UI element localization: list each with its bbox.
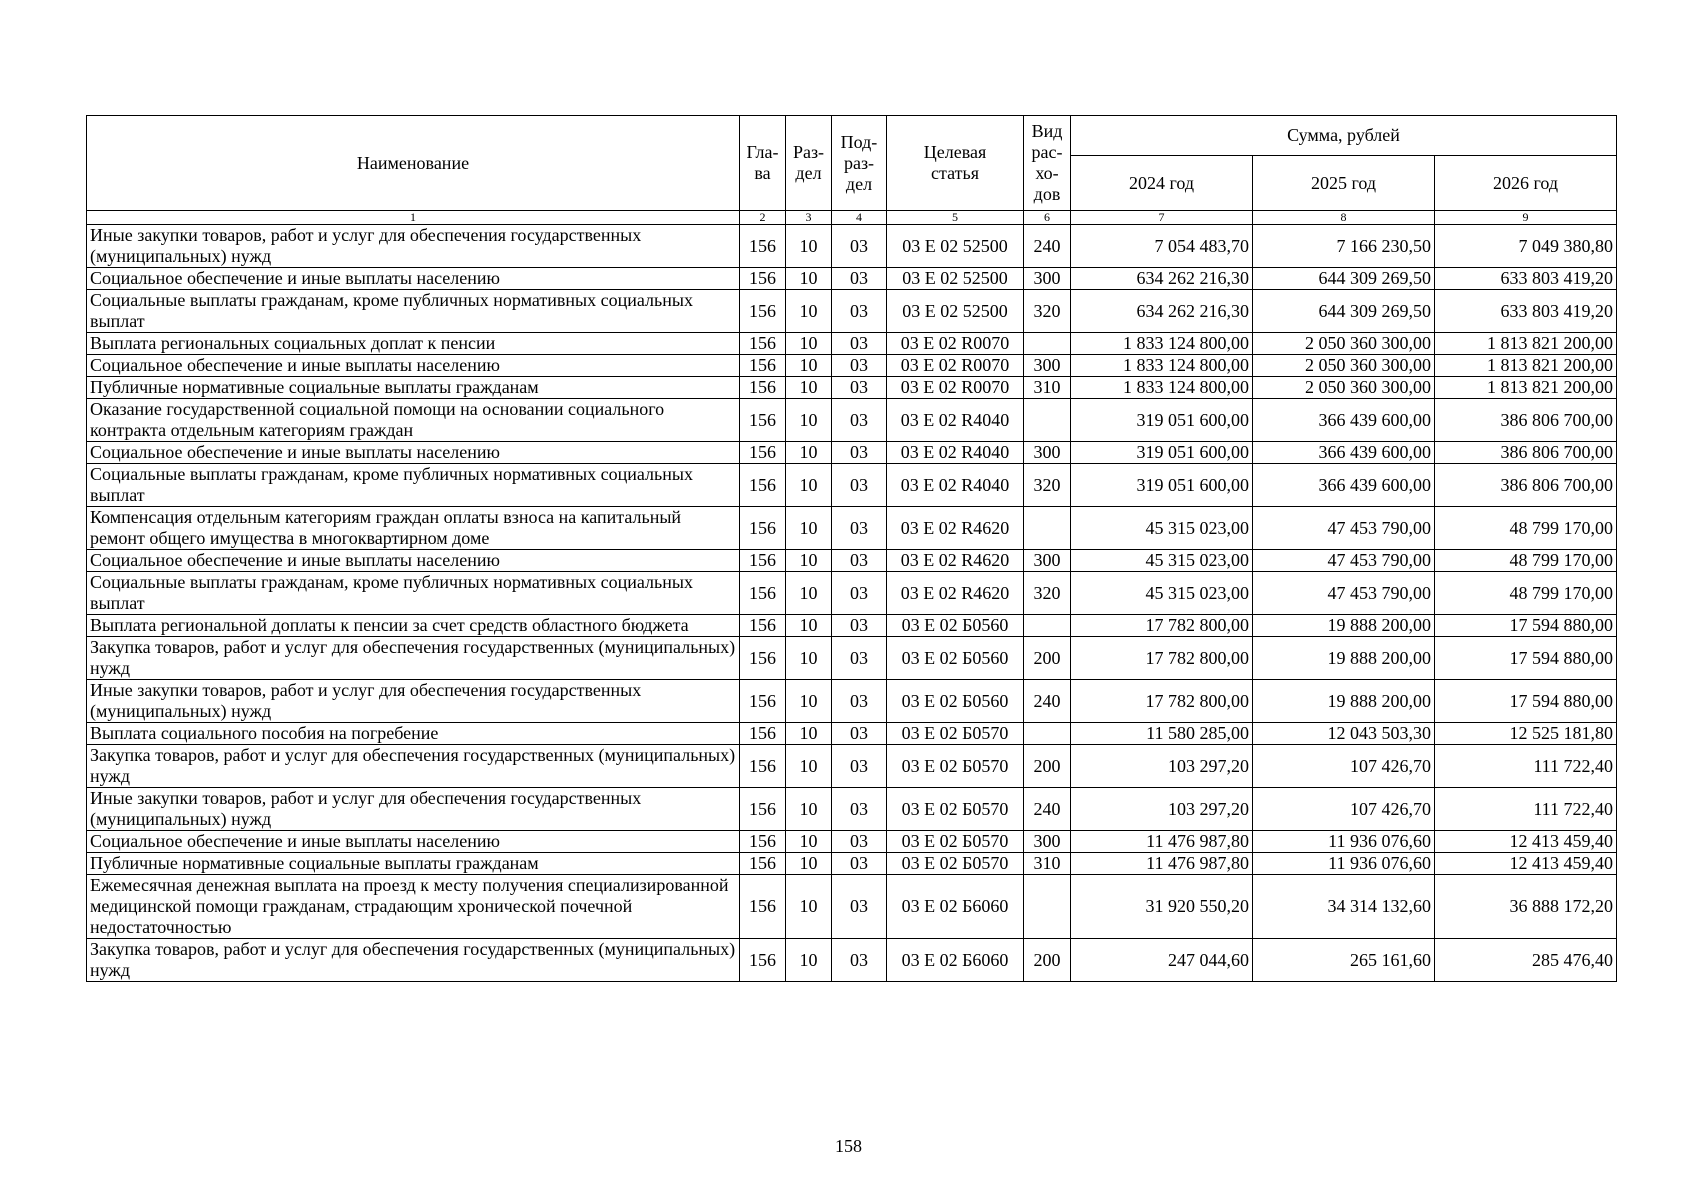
row-subsection: 03 <box>832 853 887 875</box>
row-sum-2024: 319 051 600,00 <box>1071 464 1253 507</box>
row-sum-2024: 1 833 124 800,00 <box>1071 333 1253 355</box>
row-expense-type: 310 <box>1024 377 1071 399</box>
row-expense-type: 240 <box>1024 680 1071 723</box>
row-chapter: 156 <box>740 290 786 333</box>
row-expense-type: 310 <box>1024 853 1071 875</box>
row-sum-2026: 633 803 419,20 <box>1435 290 1617 333</box>
row-name: Иные закупки товаров, работ и услуг для обеспечения государственных (муниципальных) нужд <box>87 680 740 723</box>
row-sum-2024: 634 262 216,30 <box>1071 268 1253 290</box>
row-chapter: 156 <box>740 745 786 788</box>
row-chapter: 156 <box>740 225 786 268</box>
row-sum-2025: 11 936 076,60 <box>1253 853 1435 875</box>
row-chapter: 156 <box>740 442 786 464</box>
row-sum-2025: 644 309 269,50 <box>1253 290 1435 333</box>
table-body <box>87 225 1617 982</box>
row-name: Социальное обеспечение и иные выплаты населению <box>87 268 740 290</box>
row-target-article: 03 Е 02 R4620 <box>887 572 1024 615</box>
budget-table <box>86 115 1617 982</box>
row-section: 10 <box>786 572 832 615</box>
row-name: Выплата региональной доплаты к пенсии за счет средств областного бюджета <box>87 615 740 637</box>
header-target-article: Целевая статья <box>887 116 1024 211</box>
row-name: Закупка товаров, работ и услуг для обеспечения государственных (муниципальных) нужд <box>87 637 740 680</box>
row-subsection: 03 <box>832 507 887 550</box>
row-section: 10 <box>786 225 832 268</box>
row-expense-type <box>1024 399 1071 442</box>
row-name: Иные закупки товаров, работ и услуг для обеспечения государственных (муниципальных) нужд <box>87 788 740 831</box>
table-row <box>87 680 1617 723</box>
row-expense-type <box>1024 507 1071 550</box>
row-sum-2024: 17 782 800,00 <box>1071 680 1253 723</box>
header-subsection: Под- раз- дел <box>832 116 887 211</box>
row-sum-2025: 19 888 200,00 <box>1253 637 1435 680</box>
row-sum-2026: 17 594 880,00 <box>1435 615 1617 637</box>
row-sum-2025: 12 043 503,30 <box>1253 723 1435 745</box>
row-chapter: 156 <box>740 377 786 399</box>
row-sum-2024: 17 782 800,00 <box>1071 637 1253 680</box>
row-sum-2025: 644 309 269,50 <box>1253 268 1435 290</box>
row-section: 10 <box>786 507 832 550</box>
row-target-article: 03 Е 02 52500 <box>887 225 1024 268</box>
row-sum-2025: 366 439 600,00 <box>1253 442 1435 464</box>
row-target-article: 03 Е 02 Б0560 <box>887 680 1024 723</box>
row-expense-type: 200 <box>1024 939 1071 982</box>
row-target-article: 03 Е 02 Б0570 <box>887 723 1024 745</box>
row-sum-2024: 17 782 800,00 <box>1071 615 1253 637</box>
row-section: 10 <box>786 745 832 788</box>
row-sum-2024: 103 297,20 <box>1071 745 1253 788</box>
row-sum-2024: 247 044,60 <box>1071 939 1253 982</box>
column-number: 9 <box>1435 211 1617 225</box>
row-target-article: 03 Е 02 R4040 <box>887 442 1024 464</box>
row-subsection: 03 <box>832 333 887 355</box>
row-target-article: 03 Е 02 R4620 <box>887 507 1024 550</box>
row-expense-type: 300 <box>1024 442 1071 464</box>
row-chapter: 156 <box>740 723 786 745</box>
row-name: Социальные выплаты гражданам, кроме публичных нормативных социальных выплат <box>87 464 740 507</box>
row-chapter: 156 <box>740 831 786 853</box>
row-sum-2026: 386 806 700,00 <box>1435 464 1617 507</box>
table-row <box>87 225 1617 268</box>
row-chapter: 156 <box>740 507 786 550</box>
row-expense-type <box>1024 875 1071 939</box>
row-sum-2024: 45 315 023,00 <box>1071 550 1253 572</box>
row-target-article: 03 Е 02 Б0570 <box>887 853 1024 875</box>
row-chapter: 156 <box>740 875 786 939</box>
row-target-article: 03 Е 02 R0070 <box>887 333 1024 355</box>
header-name: Наименование <box>87 116 740 211</box>
table-row <box>87 615 1617 637</box>
row-expense-type: 320 <box>1024 572 1071 615</box>
row-sum-2025: 19 888 200,00 <box>1253 615 1435 637</box>
row-sum-2024: 103 297,20 <box>1071 788 1253 831</box>
row-section: 10 <box>786 399 832 442</box>
column-number: 6 <box>1024 211 1071 225</box>
row-sum-2026: 1 813 821 200,00 <box>1435 333 1617 355</box>
column-number: 8 <box>1253 211 1435 225</box>
row-subsection: 03 <box>832 442 887 464</box>
column-number-row <box>87 211 1617 225</box>
row-sum-2024: 1 833 124 800,00 <box>1071 355 1253 377</box>
row-sum-2025: 11 936 076,60 <box>1253 831 1435 853</box>
row-sum-2026: 48 799 170,00 <box>1435 572 1617 615</box>
row-name: Социальное обеспечение и иные выплаты населению <box>87 550 740 572</box>
header-chapter: Гла- ва <box>740 116 786 211</box>
row-section: 10 <box>786 290 832 333</box>
header-section: Раз- дел <box>786 116 832 211</box>
table-row <box>87 875 1617 939</box>
row-target-article: 03 Е 02 R0070 <box>887 355 1024 377</box>
row-section: 10 <box>786 875 832 939</box>
row-name: Оказание государственной социальной помощи на основании социального контракта отдельным категориям граждан <box>87 399 740 442</box>
row-name: Закупка товаров, работ и услуг для обеспечения государственных (муниципальных) нужд <box>87 939 740 982</box>
table-row <box>87 572 1617 615</box>
row-subsection: 03 <box>832 939 887 982</box>
row-sum-2025: 107 426,70 <box>1253 788 1435 831</box>
row-sum-2025: 2 050 360 300,00 <box>1253 355 1435 377</box>
row-sum-2025: 2 050 360 300,00 <box>1253 377 1435 399</box>
row-chapter: 156 <box>740 355 786 377</box>
header-sum: Сумма, рублей <box>1071 116 1617 156</box>
row-sum-2025: 366 439 600,00 <box>1253 399 1435 442</box>
table-row <box>87 831 1617 853</box>
table-row <box>87 939 1617 982</box>
table-header <box>87 116 1617 225</box>
row-subsection: 03 <box>832 788 887 831</box>
row-sum-2026: 12 413 459,40 <box>1435 853 1617 875</box>
row-sum-2024: 319 051 600,00 <box>1071 442 1253 464</box>
row-sum-2024: 1 833 124 800,00 <box>1071 377 1253 399</box>
row-target-article: 03 Е 02 R0070 <box>887 377 1024 399</box>
row-subsection: 03 <box>832 550 887 572</box>
row-target-article: 03 Е 02 R4040 <box>887 399 1024 442</box>
table-row <box>87 788 1617 831</box>
table-row <box>87 442 1617 464</box>
row-section: 10 <box>786 268 832 290</box>
row-sum-2026: 36 888 172,20 <box>1435 875 1617 939</box>
row-subsection: 03 <box>832 572 887 615</box>
row-name: Закупка товаров, работ и услуг для обеспечения государственных (муниципальных) нужд <box>87 745 740 788</box>
row-chapter: 156 <box>740 637 786 680</box>
row-section: 10 <box>786 831 832 853</box>
table-row <box>87 290 1617 333</box>
row-subsection: 03 <box>832 723 887 745</box>
row-target-article: 03 Е 02 Б6060 <box>887 875 1024 939</box>
row-chapter: 156 <box>740 939 786 982</box>
row-sum-2024: 45 315 023,00 <box>1071 572 1253 615</box>
table-row <box>87 355 1617 377</box>
row-target-article: 03 Е 02 Б6060 <box>887 939 1024 982</box>
row-sum-2025: 2 050 360 300,00 <box>1253 333 1435 355</box>
row-section: 10 <box>786 615 832 637</box>
row-chapter: 156 <box>740 615 786 637</box>
row-sum-2025: 47 453 790,00 <box>1253 572 1435 615</box>
row-expense-type: 300 <box>1024 355 1071 377</box>
row-target-article: 03 Е 02 Б0570 <box>887 788 1024 831</box>
row-name: Социальное обеспечение и иные выплаты населению <box>87 355 740 377</box>
row-subsection: 03 <box>832 399 887 442</box>
row-sum-2025: 107 426,70 <box>1253 745 1435 788</box>
row-section: 10 <box>786 680 832 723</box>
row-sum-2025: 47 453 790,00 <box>1253 550 1435 572</box>
row-sum-2026: 7 049 380,80 <box>1435 225 1617 268</box>
row-sum-2026: 17 594 880,00 <box>1435 637 1617 680</box>
row-target-article: 03 Е 02 52500 <box>887 268 1024 290</box>
row-expense-type: 240 <box>1024 225 1071 268</box>
row-sum-2026: 111 722,40 <box>1435 788 1617 831</box>
table-row <box>87 399 1617 442</box>
row-subsection: 03 <box>832 637 887 680</box>
row-name: Социальные выплаты гражданам, кроме публичных нормативных социальных выплат <box>87 572 740 615</box>
row-expense-type: 300 <box>1024 550 1071 572</box>
row-subsection: 03 <box>832 680 887 723</box>
row-sum-2025: 366 439 600,00 <box>1253 464 1435 507</box>
row-sum-2025: 47 453 790,00 <box>1253 507 1435 550</box>
row-name: Публичные нормативные социальные выплаты гражданам <box>87 377 740 399</box>
table-row <box>87 853 1617 875</box>
row-name: Социальное обеспечение и иные выплаты населению <box>87 442 740 464</box>
row-section: 10 <box>786 637 832 680</box>
table-row <box>87 333 1617 355</box>
row-section: 10 <box>786 550 832 572</box>
row-subsection: 03 <box>832 745 887 788</box>
page-number: 158 <box>835 1136 862 1156</box>
table-row <box>87 637 1617 680</box>
row-expense-type <box>1024 333 1071 355</box>
row-sum-2025: 19 888 200,00 <box>1253 680 1435 723</box>
row-sum-2026: 386 806 700,00 <box>1435 442 1617 464</box>
row-subsection: 03 <box>832 615 887 637</box>
row-section: 10 <box>786 788 832 831</box>
row-sum-2024: 319 051 600,00 <box>1071 399 1253 442</box>
row-chapter: 156 <box>740 788 786 831</box>
row-chapter: 156 <box>740 399 786 442</box>
row-sum-2026: 12 525 181,80 <box>1435 723 1617 745</box>
row-sum-2026: 285 476,40 <box>1435 939 1617 982</box>
row-section: 10 <box>786 939 832 982</box>
row-chapter: 156 <box>740 680 786 723</box>
row-expense-type: 320 <box>1024 290 1071 333</box>
row-subsection: 03 <box>832 355 887 377</box>
column-number: 5 <box>887 211 1024 225</box>
column-number: 7 <box>1071 211 1253 225</box>
row-name: Социальное обеспечение и иные выплаты населению <box>87 831 740 853</box>
row-subsection: 03 <box>832 290 887 333</box>
table-row <box>87 507 1617 550</box>
row-expense-type <box>1024 723 1071 745</box>
column-number: 2 <box>740 211 786 225</box>
row-target-article: 03 Е 02 Б0570 <box>887 831 1024 853</box>
header-year-2026: 2026 год <box>1435 156 1617 211</box>
row-section: 10 <box>786 377 832 399</box>
row-sum-2026: 12 413 459,40 <box>1435 831 1617 853</box>
row-sum-2026: 48 799 170,00 <box>1435 507 1617 550</box>
row-name: Социальные выплаты гражданам, кроме публичных нормативных социальных выплат <box>87 290 740 333</box>
row-subsection: 03 <box>832 875 887 939</box>
row-expense-type: 320 <box>1024 464 1071 507</box>
row-expense-type: 240 <box>1024 788 1071 831</box>
row-chapter: 156 <box>740 550 786 572</box>
table-row <box>87 550 1617 572</box>
row-subsection: 03 <box>832 268 887 290</box>
row-sum-2026: 633 803 419,20 <box>1435 268 1617 290</box>
table-row <box>87 464 1617 507</box>
row-target-article: 03 Е 02 Б0570 <box>887 745 1024 788</box>
row-sum-2024: 11 476 987,80 <box>1071 831 1253 853</box>
row-sum-2024: 11 580 285,00 <box>1071 723 1253 745</box>
row-target-article: 03 Е 02 Б0560 <box>887 637 1024 680</box>
row-sum-2026: 1 813 821 200,00 <box>1435 377 1617 399</box>
row-sum-2026: 48 799 170,00 <box>1435 550 1617 572</box>
row-section: 10 <box>786 853 832 875</box>
row-section: 10 <box>786 464 832 507</box>
table-row <box>87 268 1617 290</box>
row-sum-2024: 45 315 023,00 <box>1071 507 1253 550</box>
row-section: 10 <box>786 442 832 464</box>
row-sum-2026: 111 722,40 <box>1435 745 1617 788</box>
table-row <box>87 377 1617 399</box>
row-target-article: 03 Е 02 R4620 <box>887 550 1024 572</box>
header-year-2025: 2025 год <box>1253 156 1435 211</box>
row-section: 10 <box>786 723 832 745</box>
row-chapter: 156 <box>740 333 786 355</box>
row-name: Иные закупки товаров, работ и услуг для обеспечения государственных (муниципальных) нужд <box>87 225 740 268</box>
row-sum-2024: 7 054 483,70 <box>1071 225 1253 268</box>
row-sum-2025: 34 314 132,60 <box>1253 875 1435 939</box>
row-sum-2026: 386 806 700,00 <box>1435 399 1617 442</box>
row-subsection: 03 <box>832 225 887 268</box>
row-subsection: 03 <box>832 464 887 507</box>
row-sum-2024: 11 476 987,80 <box>1071 853 1253 875</box>
row-target-article: 03 Е 02 52500 <box>887 290 1024 333</box>
row-name: Выплата региональных социальных доплат к пенсии <box>87 333 740 355</box>
column-number: 4 <box>832 211 887 225</box>
row-expense-type <box>1024 615 1071 637</box>
row-sum-2025: 265 161,60 <box>1253 939 1435 982</box>
row-expense-type: 200 <box>1024 745 1071 788</box>
row-name: Выплата социального пособия на погребение <box>87 723 740 745</box>
row-chapter: 156 <box>740 464 786 507</box>
header-expense-type: Вид рас- хо- дов <box>1024 116 1071 211</box>
column-number: 1 <box>87 211 740 225</box>
row-expense-type: 300 <box>1024 268 1071 290</box>
row-sum-2026: 17 594 880,00 <box>1435 680 1617 723</box>
column-number: 3 <box>786 211 832 225</box>
table-row <box>87 745 1617 788</box>
row-section: 10 <box>786 355 832 377</box>
row-sum-2025: 7 166 230,50 <box>1253 225 1435 268</box>
row-section: 10 <box>786 333 832 355</box>
row-chapter: 156 <box>740 268 786 290</box>
row-sum-2024: 634 262 216,30 <box>1071 290 1253 333</box>
row-chapter: 156 <box>740 572 786 615</box>
row-name: Публичные нормативные социальные выплаты гражданам <box>87 853 740 875</box>
row-target-article: 03 Е 02 Б0560 <box>887 615 1024 637</box>
header-year-2024: 2024 год <box>1071 156 1253 211</box>
table-row <box>87 723 1617 745</box>
row-name: Ежемесячная денежная выплата на проезд к месту получения специализированной медицинской помощи гражданам, страдающим хронической почечной недостаточностью <box>87 875 740 939</box>
row-name: Компенсация отдельным категориям граждан оплаты взноса на капитальный ремонт общего имущества в многоквартирном доме <box>87 507 740 550</box>
row-sum-2024: 31 920 550,20 <box>1071 875 1253 939</box>
row-sum-2026: 1 813 821 200,00 <box>1435 355 1617 377</box>
row-chapter: 156 <box>740 853 786 875</box>
row-subsection: 03 <box>832 377 887 399</box>
row-subsection: 03 <box>832 831 887 853</box>
row-target-article: 03 Е 02 R4040 <box>887 464 1024 507</box>
row-expense-type: 200 <box>1024 637 1071 680</box>
row-expense-type: 300 <box>1024 831 1071 853</box>
